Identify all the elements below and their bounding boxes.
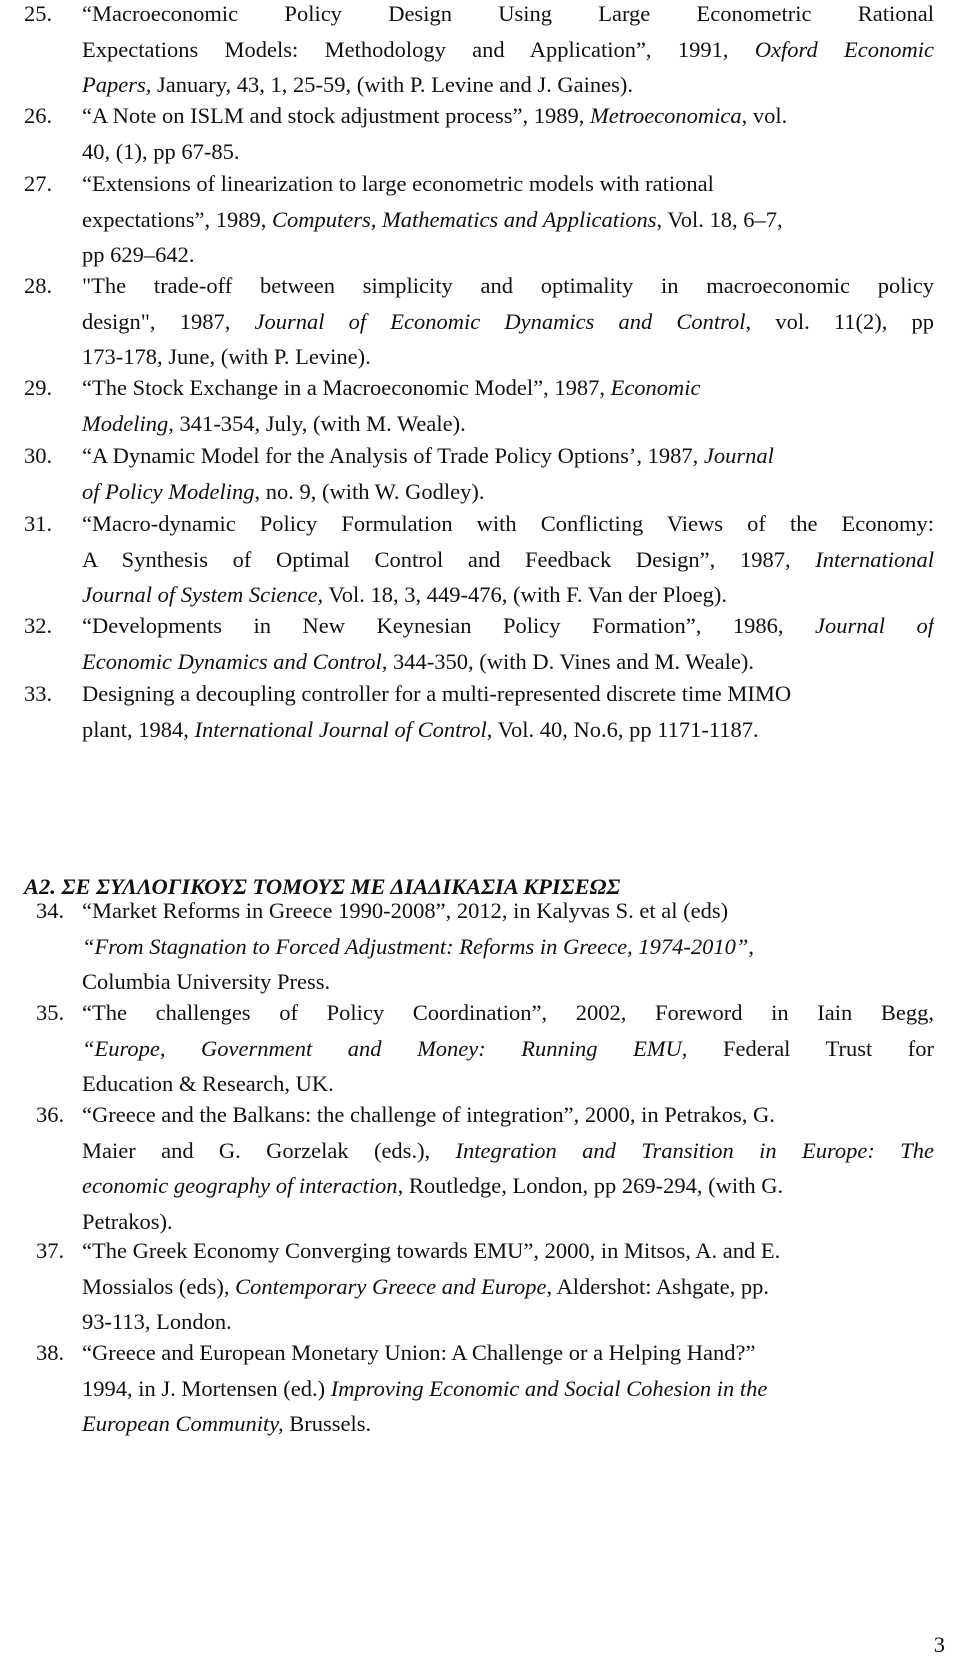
italic-title: Economic <box>610 375 701 400</box>
reference-item <box>0 608 960 679</box>
reference-number: 35. <box>36 1000 65 1025</box>
reference-number: 38. <box>36 1340 65 1365</box>
reference-item <box>0 1097 960 1239</box>
reference-item <box>0 268 960 375</box>
reference-line: “Greece and the Balkans: the challenge of integration”, 2000, in Petrakos, G. <box>82 1102 775 1127</box>
reference-line: “The Stock Exchange in a Macroeconomic Model”, 1987, Economic <box>82 375 701 400</box>
italic-title: economic geography of interaction <box>82 1173 398 1198</box>
reference-number: 27. <box>24 171 53 196</box>
reference-line: Economic Dynamics and Control, 344-350, (with D. Vines and M. Weale). <box>82 648 754 674</box>
reference-line: European Community, Brussels. <box>82 1411 372 1436</box>
italic-title: “From Stagnation to Forced Adjustment: Reforms in Greece, 1974-2010” <box>82 933 749 959</box>
reference-number: 28. <box>24 273 53 298</box>
reference-line: “From Stagnation to Forced Adjustment: Reforms in Greece, 1974-2010”, <box>82 933 755 959</box>
page-number: 3 <box>933 1632 945 1657</box>
italic-title: International <box>815 546 934 572</box>
reference-line: 93-113, London. <box>82 1309 232 1334</box>
reference-item <box>0 995 960 1102</box>
reference-item <box>0 1335 960 1442</box>
italic-title: of Policy Modeling <box>82 478 255 504</box>
reference-line: “Europe, Government and Money: Running EMU, Federal Trust for <box>82 1035 934 1061</box>
reference-line: Columbia University Press. <box>82 969 331 994</box>
reference-line: Journal of System Science, Vol. 18, 3, 449-476, (with F. Van der Ploeg). <box>82 582 727 607</box>
reference-line: economic geography of interaction, Routledge, London, pp 269-294, (with G. <box>82 1173 784 1198</box>
italic-title: International Journal of Control <box>194 716 487 742</box>
italic-title: Journal of Economic Dynamics and Control <box>254 308 746 334</box>
reference-line: "The trade-off between simplicity and optimality in macroeconomic policy <box>82 273 934 298</box>
reference-line: “Developments in New Keynesian Policy Formation”, 1986, Journal of <box>82 613 934 638</box>
section-heading: A2. ΣΕ ΣΥΛΛΟΓΙΚΟΥΣ ΤΟΜΟΥΣ ΜΕ ΔΙΑΔΙΚΑΣΙΑ ΚΡΙΣΕΩΣ <box>24 874 621 899</box>
italic-title: Modeling <box>82 410 169 436</box>
reference-number: 36. <box>36 1102 65 1127</box>
reference-line: “The Greek Economy Converging towards EMU”, 2000, in Mitsos, A. and E. <box>82 1238 781 1263</box>
reference-item <box>0 166 960 273</box>
italic-title: Integration and Transition in Europe: The <box>455 1137 934 1163</box>
italic-title: Journal of System Science, <box>82 582 324 607</box>
reference-line: A Synthesis of Optimal Control and Feedback Design”, 1987, International <box>82 546 934 572</box>
italic-title: Computers, Mathematics and Applications <box>271 206 657 232</box>
italic-title: Journal <box>703 443 774 468</box>
reference-item <box>0 98 960 169</box>
reference-line: “The challenges of Policy Coordination”, 2002, Foreword in Iain Begg, <box>82 1000 934 1025</box>
reference-number: 37. <box>36 1238 65 1263</box>
reference-number: 34. <box>36 898 65 923</box>
reference-line: Expectations Models: Methodology and Application”, 1991, Oxford Economic <box>82 36 934 62</box>
reference-line: Modeling, 341-354, July, (with M. Weale). <box>82 410 466 436</box>
reference-line: design", 1987, Journal of Economic Dynamics and Control, vol. 11(2), pp <box>82 308 934 334</box>
reference-number: 33. <box>24 681 53 706</box>
reference-line: Papers, January, 43, 1, 25-59, (with P. Levine and J. Gaines). <box>82 72 633 97</box>
italic-title: European Community, <box>82 1411 284 1436</box>
reference-number: 30. <box>24 443 53 468</box>
reference-item <box>0 893 960 1000</box>
reference-line: plant, 1984, International Journal of Control, Vol. 40, No.6, pp 1171-1187. <box>82 716 759 742</box>
italic-title: Papers, <box>82 72 152 97</box>
reference-line: 40, (1), pp 67-85. <box>82 138 240 164</box>
reference-line: “A Dynamic Model for the Analysis of Trade Policy Options’, 1987, Journal <box>82 443 774 468</box>
reference-number: 26. <box>24 103 53 128</box>
reference-line: “Macro-dynamic Policy Formulation with Conflicting Views of the Economy: <box>82 511 934 536</box>
italic-title: “Europe, Government and Money: Running EMU, <box>82 1035 688 1061</box>
italic-title: Contemporary Greece and Europe <box>235 1273 547 1299</box>
reference-line: “Greece and European Monetary Union: A Challenge or a Helping Hand?” <box>82 1340 756 1365</box>
reference-line: pp 629–642. <box>82 242 195 267</box>
reference-line: Education & Research, UK. <box>82 1071 334 1096</box>
reference-line: “Extensions of linearization to large econometric models with rational <box>82 171 714 196</box>
reference-line: “A Note on ISLM and stock adjustment process”, 1989, Metroeconomica, vol. <box>82 103 788 128</box>
italic-title: Oxford Economic <box>754 36 934 62</box>
reference-line: expectations”, 1989, Computers, Mathematics and Applications, Vol. 18, 6–7, <box>82 206 783 232</box>
italic-title: Improving Economic and Social Cohesion in the <box>330 1375 768 1401</box>
reference-item <box>0 676 960 747</box>
reference-line: 1994, in J. Mortensen (ed.) Improving Economic and Social Cohesion in the <box>82 1375 768 1401</box>
reference-number: 29. <box>24 375 53 400</box>
italic-title: Journal of <box>814 613 934 638</box>
reference-item <box>0 506 960 613</box>
reference-line: 173-178, June, (with P. Levine). <box>82 344 371 369</box>
reference-number: 25. <box>24 1 53 26</box>
reference-line: Maier and G. Gorzelak (eds.), Integration and Transition in Europe: The <box>82 1137 934 1163</box>
reference-line: Mossialos (eds), Contemporary Greece and Europe, Aldershot: Ashgate, pp. <box>82 1273 769 1299</box>
italic-title: Economic Dynamics and Control, <box>82 648 388 674</box>
reference-line: of Policy Modeling, no. 9, (with W. Godley). <box>82 478 485 504</box>
reference-line: Designing a decoupling controller for a multi-represented discrete time MIMO <box>82 681 792 706</box>
reference-item <box>0 0 960 103</box>
reference-item <box>0 370 960 441</box>
reference-number: 32. <box>24 613 53 638</box>
reference-line: “Market Reforms in Greece 1990-2008”, 2012, in Kalyvas S. et al (eds) <box>82 898 729 923</box>
reference-item <box>0 438 960 509</box>
reference-line: “Macroeconomic Policy Design Using Large Econometric Rational <box>82 1 934 26</box>
reference-line: Petrakos). <box>82 1208 173 1234</box>
reference-number: 31. <box>24 511 53 536</box>
italic-title: Metroeconomica <box>590 103 742 128</box>
reference-item <box>0 1233 960 1340</box>
